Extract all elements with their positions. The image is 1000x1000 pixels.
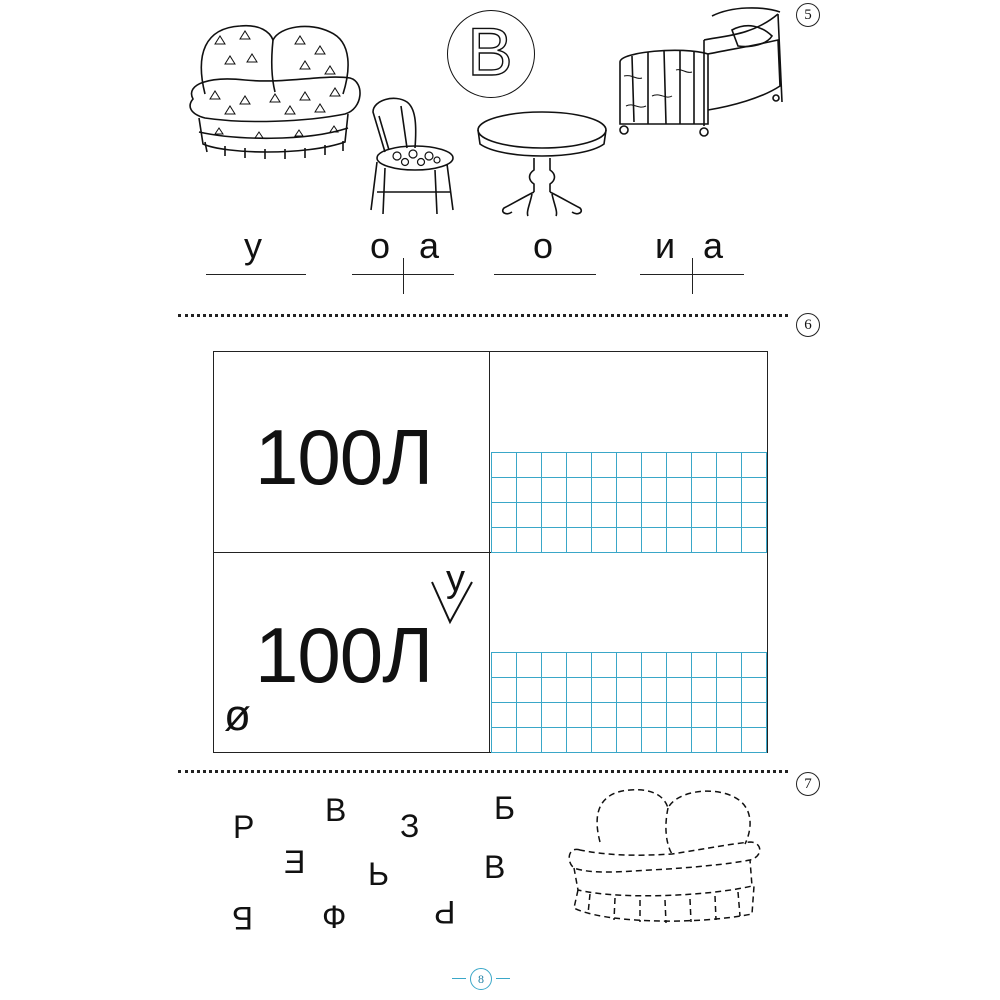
scattered-letter: Б xyxy=(494,790,515,826)
hint-letter: у xyxy=(244,225,262,266)
writing-grid-1[interactable] xyxy=(491,452,767,553)
scattered-letter: З xyxy=(400,808,420,844)
rebus-2: 100Л xyxy=(255,611,433,699)
scattered-letter: Р xyxy=(233,809,255,845)
scattered-letter: В xyxy=(325,792,347,828)
exercise-5-number: 5 xyxy=(796,3,820,27)
page-number-dash-left xyxy=(452,978,466,979)
round-table-picture xyxy=(472,108,612,223)
writing-grid-2[interactable] xyxy=(491,652,767,753)
scattered-letter: Р xyxy=(434,894,456,930)
page-number-dash-right xyxy=(496,978,510,979)
hint-letter: а xyxy=(703,225,724,266)
scattered-letter: Е xyxy=(284,844,306,880)
chair-picture xyxy=(365,92,465,217)
scattered-letter: В xyxy=(484,849,506,885)
insert-letter-note: у xyxy=(446,558,465,600)
scattered-letter: Б xyxy=(232,900,253,936)
page-number: 8 xyxy=(470,968,492,990)
insert-caret-icon xyxy=(428,578,488,628)
rebus-1: 100Л xyxy=(255,413,433,501)
scattered-letter: Ф xyxy=(322,899,347,935)
exercise-7-number: 7 xyxy=(796,772,820,796)
hint-letter: о xyxy=(370,225,391,266)
hint-letter: а xyxy=(419,225,440,266)
hint-letter: и xyxy=(655,225,676,266)
hint-letter: о xyxy=(533,225,554,266)
corner-mark: ø xyxy=(224,691,251,740)
bed-picture xyxy=(612,6,792,141)
scattered-letter: Ь xyxy=(368,856,389,892)
dashed-sofa-picture xyxy=(560,782,775,942)
exercise-6-number: 6 xyxy=(796,313,820,337)
armchair-picture xyxy=(185,14,365,164)
section-divider xyxy=(178,314,788,317)
outline-letter: В xyxy=(467,14,513,90)
section-divider xyxy=(178,770,788,773)
